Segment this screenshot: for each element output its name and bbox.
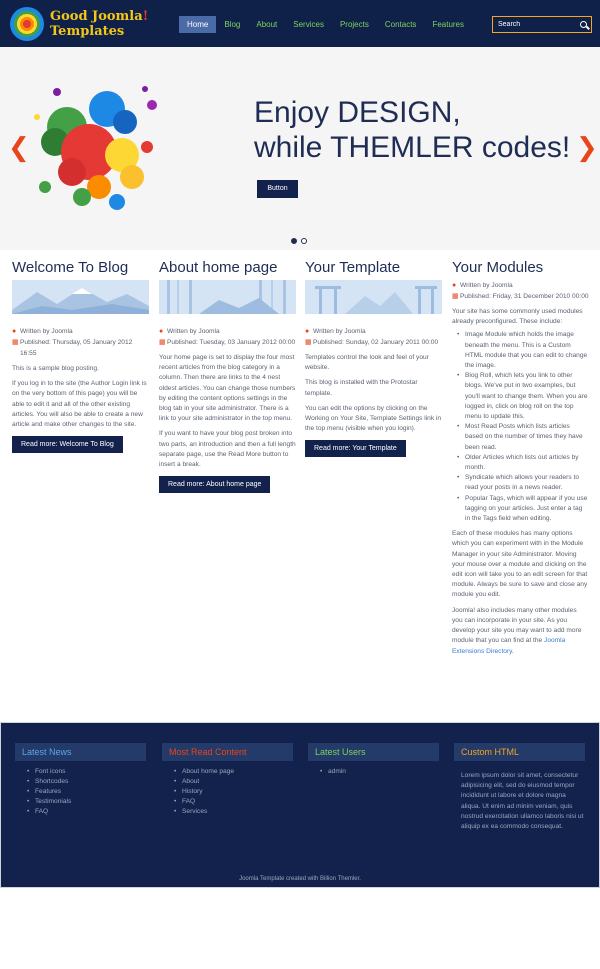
slider-dot-2[interactable]: [301, 238, 307, 244]
user-icon: ●: [12, 328, 17, 335]
read-more-button[interactable]: Read more: Welcome To Blog: [12, 436, 123, 453]
footer-heading: Latest News: [15, 743, 146, 761]
article-paragraph: If you want to have your blog post broken into two parts, an introduction and then a full length separate page, use the Read More button to insert a break.: [159, 430, 296, 469]
calendar-icon: ▦: [305, 339, 312, 346]
list-item: • Popular Tags, which will appear if you use tagging on your articles. Just enter a tag in the Tags field when editing.: [452, 494, 589, 525]
logo-text-line2: Templates: [50, 24, 125, 39]
logo-icon: [10, 7, 44, 41]
footer-list: [308, 767, 439, 777]
nav-item-features[interactable]: Features: [432, 20, 465, 29]
footer-link[interactable]: • Testimonials: [27, 797, 146, 807]
list-item: • Most Read Posts which lists articles based on the number of times they have been read.: [452, 422, 589, 453]
footer-heading: Most Read Content: [162, 743, 293, 761]
slider-dots: [291, 238, 307, 244]
footer-latest-users: [308, 743, 439, 777]
nav-item-projects[interactable]: Projects: [339, 20, 369, 29]
site-logo[interactable]: [10, 7, 160, 41]
article-title[interactable]: Your Template: [305, 259, 401, 276]
footer-link[interactable]: • History: [174, 787, 293, 797]
site-header: [0, 0, 600, 47]
footer-heading: Custom HTML: [454, 743, 585, 761]
article-title[interactable]: Your Modules: [452, 259, 544, 276]
list-item: • Older Articles which lists out articles by month.: [452, 453, 589, 473]
nav-item-blog[interactable]: Blog: [224, 20, 241, 29]
logo-text-line1: Good Joomla!: [50, 9, 149, 24]
nav-item-home[interactable]: Home: [179, 16, 216, 33]
torii-gate-image: [305, 280, 442, 314]
nav-item-about[interactable]: About: [256, 20, 278, 29]
chevron-right-icon[interactable]: ❯: [576, 133, 598, 163]
footer-link[interactable]: • FAQ: [174, 797, 293, 807]
slide-title: Enjoy DESIGN, while THEMLER codes!: [254, 96, 571, 164]
site-footer: [0, 722, 600, 888]
main-nav: [179, 16, 472, 33]
user-icon: ●: [159, 328, 164, 335]
article-paragraph: Your home page is set to display the four most recent articles from the blog category in a column. Then there are links to the 4 nest oldest articles. You can change those numbers by editing the content options settings in the blog tab in your site administrator. There is a link to your site administrator in the top menu.: [159, 354, 296, 423]
article-about-home: [159, 258, 296, 493]
article-paragraph: Templates control the look and feel of your website.: [305, 354, 429, 372]
search-box: [492, 16, 592, 33]
mountain-landscape-image: [12, 280, 149, 314]
nav-item-contacts[interactable]: Contacts: [384, 20, 417, 29]
footer-most-read: [162, 743, 293, 817]
footer-link[interactable]: • Services: [174, 807, 293, 817]
user-icon: ●: [305, 328, 310, 335]
slide-button[interactable]: Button: [257, 180, 298, 198]
article-meta: ● Written by Joomla ▦ Published: Thursday, 05 January 2012 16:55: [12, 328, 133, 357]
list-item: • Syndicate which allows your readers to read your posts in a news reader.: [452, 473, 589, 493]
footer-link[interactable]: • About: [174, 777, 293, 787]
article-paragraph: You can edit the options by clicking on the Working on Your Site, Template Settings link in the top menu (visible when you login).: [305, 404, 442, 433]
modules-list: [452, 330, 589, 524]
read-more-button[interactable]: Read more: About home page: [159, 476, 270, 493]
article-paragraph: Your site has some commonly used modules already preconfigured. These include:: [452, 308, 583, 326]
article-paragraph: This is a sample blog posting.: [12, 365, 99, 372]
calendar-icon: ▦: [452, 293, 459, 300]
calendar-icon: ▦: [159, 339, 166, 346]
footer-heading: Latest Users: [308, 743, 439, 761]
joomla-extensions-link[interactable]: Joomla Extensions Directory: [452, 637, 566, 655]
read-more-button[interactable]: Read more: Your Template: [305, 440, 406, 457]
footer-link[interactable]: • admin: [320, 767, 439, 777]
article-title[interactable]: Welcome To Blog: [12, 259, 129, 276]
bamboo-landscape-image: [159, 280, 296, 314]
article-meta: ● Written by Joomla ▦ Published: Sunday, 02 January 2011 00:00: [305, 328, 439, 346]
footer-list: [162, 767, 293, 817]
list-item: • Blog Roll, which lets you link to other blogs. We've put in two examples, but you'll want to change them. When you are logged in, click on blog roll on the top menu to update this.: [452, 371, 589, 422]
article-welcome: [12, 258, 149, 453]
article-your-template: [305, 258, 442, 457]
footer-credits: Joomla Template created with Billion Themler.: [239, 876, 361, 882]
article-meta: ● Written by Joomla ▦ Published: Tuesday, 03 January 2012 00:00: [159, 328, 296, 346]
slider-dot-1[interactable]: [291, 238, 297, 244]
footer-custom-html: [454, 743, 585, 832]
user-icon: ●: [452, 282, 457, 289]
footer-list: [15, 767, 146, 817]
footer-link[interactable]: • About home page: [174, 767, 293, 777]
calendar-icon: ▦: [12, 339, 19, 346]
nav-item-services[interactable]: Services: [293, 20, 324, 29]
footer-link[interactable]: • Shortcodes: [27, 777, 146, 787]
list-item: • Image Module which holds the image beneath the menu. This is a Custom HTML module that you can edit to change the image.: [452, 330, 589, 371]
footer-link[interactable]: • Font icons: [27, 767, 146, 777]
footer-link[interactable]: • FAQ: [27, 807, 146, 817]
footer-latest-news: [15, 743, 146, 817]
article-title[interactable]: About home page: [159, 259, 278, 276]
hero-slider: [0, 47, 600, 250]
footer-custom-text: Lorem ipsum dolor sit amet, consectetur adipisicing elit, sed do eiusmod tempor incididunt ut labore et dolore magna aliqua. Ut enim ad minim veniam, quis nostrud exercitation ullamco laboris nisi ut aliquip ex ea commodo consequat.: [461, 772, 584, 831]
article-paragraph: This blog is installed with the Protostar template.: [305, 379, 418, 397]
article-paragraph: Joomla! also includes many other modules you can incorporate in your site. As you develop your site you may want to add more module that you can find at the Joomla Extensions Directory.: [452, 606, 582, 655]
article-meta: ● Written by Joomla ▦ Published: Friday, 31 December 2010 00:00: [452, 282, 589, 300]
article-your-modules: [452, 258, 589, 657]
paint-splash-image: [27, 77, 162, 217]
search-input[interactable]: [493, 21, 577, 28]
chevron-left-icon[interactable]: ❮: [8, 133, 30, 163]
footer-link[interactable]: • Features: [27, 787, 146, 797]
search-icon[interactable]: [577, 18, 591, 32]
article-paragraph: If you log in to the site (the Author Login link is on the very bottom of this page) you will be able to edit it and all of the other existing articles. You will also be able to create a new article and make other changes to the site.: [12, 380, 147, 429]
article-paragraph: Each of these modules has many options which you can experiment with in the Module Manager in your site Administrator. Moving your mouse over a module and clicking on the edit icon will take you to an edit screen for that module. Always be sure to save and close any module you edit.: [452, 530, 588, 599]
